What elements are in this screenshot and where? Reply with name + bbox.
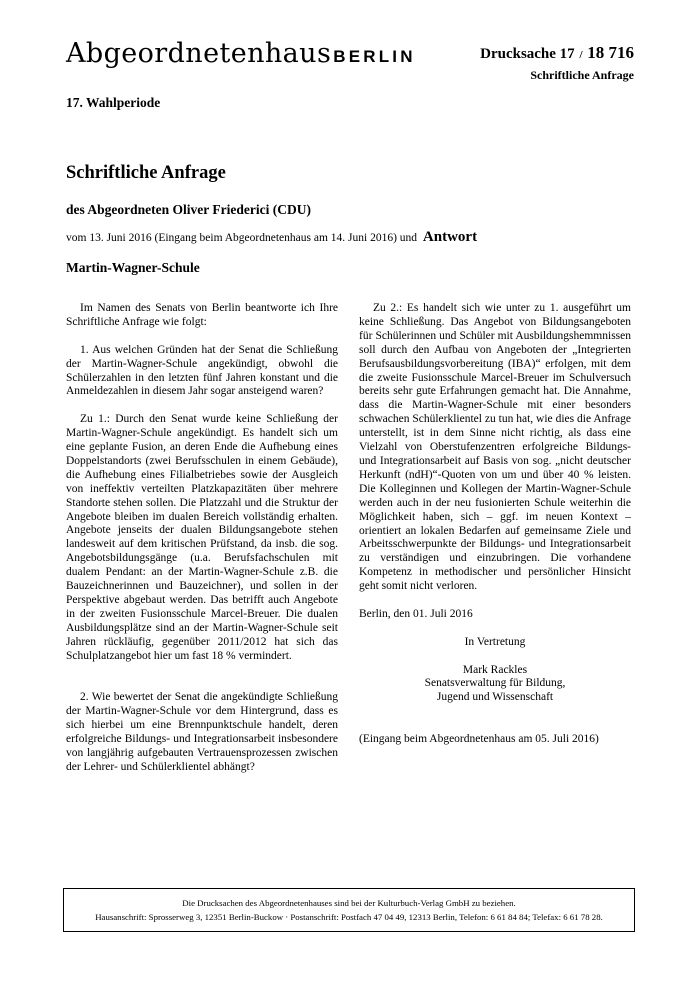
answer-1: Zu 1.: Durch den Senat wurde keine Schließung der Martin-Wagner-Schule angekündigt. Es handelt sich um eine geplante Fusion, an deren Ende die Aufhebung eines Doppelstandorts (zwei Berufsschulen in einem Gebäude), die Aufhebung eines Filialbetriebes sowie der Ausgleich von ineffektiv verteilten Platzkapazitäten über mehrere Standorte stehen sollen. Die Platzzahl und die Struktur der Angebote bleiben im dualen Bereich vollständig erhalten. Angebote jenseits der dualen Bildungsangebote stehen landesweit auf dem kritischen Prüfstand, da insb. die sog. Angebotsbildungsgänge (u.a. Berufsfachschulen mit dualem Pendant: an der Martin-Wagner-Schule z.B. die Bauzeichnerinnen und Bauzeichner), und sollen in der Perspektive abgebaut werden. Das betrifft auch Angebote in der zweiten Fusionsschule Marcel-Breuer. Die dualen Ausbildungsplätze sind an der Martin-Wagner-Schule seit Jahren rückläufig, gegenüber 2011/2012 hat sich das Schulplatzangebot hier um fast 18 % vermindert. [66, 413, 338, 662]
inquiry-dates [66, 229, 477, 246]
receipt-note: (Eingang beim Abgeordnetenhaus am 05. Juli 2016) [359, 733, 599, 746]
footer-line-2: Hausanschrift: Sprosserweg 3, 12351 Berlin-Buckow · Postanschrift: Postfach 47 04 49, 12313 Berlin, Telefon: 6 61 84 84; Telefax: 6 61 78 28. [95, 912, 603, 922]
document-number [480, 43, 634, 63]
document-number-slash: / [579, 49, 583, 61]
logo-wordmark: Abgeordnetenhaus [66, 38, 332, 69]
place-date: Berlin, den 01. Juli 2016 [359, 607, 473, 620]
footer-info-box [63, 888, 635, 932]
left-column [66, 302, 338, 789]
document-type: Schriftliche Anfrage [530, 68, 634, 82]
on-behalf: In Vertretung [464, 635, 526, 648]
signer-name: Mark Rackles [462, 663, 528, 676]
document-title: Schriftliche Anfrage [66, 163, 226, 183]
inquiry-author: des Abgeordneten Oliver Friederici (CDU) [66, 202, 311, 217]
answer-2: Zu 2.: Es handelt sich wie unter zu 1. ausgeführt um keine Schließung. Das Angebot von Bildungsangeboten für Schülerinnen und Schüler mit Ausbildungshemmnissen soll durch den Aufbau von Angeboten der „Integrierten Berufsausbildungsvorbereitung (IBA)“ erfolgen, mit dem die zweite Fusionsschule Marcel-Breuer im Schulversuch bereits sehr gute Erfahrungen gemacht hat. Die Annahme, dass die Martin-Wagner-Schule mit einer besonders schwachen Schülerklientel zu tun hat, wie dies die Anfrage unterstellt, ist in dem Sinne nicht richtig, als dass eine Vielzahl von Oberstufenzentren erfolgreiche Bildungs- und Integrationsarbeit auf Basis von sog. „nicht deutscher Herkunft (ndH)“-Quoten von um und über 40 % leisten. Die Kolleginnen und Kollegen der Martin-Wagner-Schule werden auch in der neu fusionierten Schule weiterhin die Möglichkeit haben, sich – ggf. im neuen Kontext – orientiert an lokalen Bedarfen auf gemeinsame Ziele und Arbeitsschwerpunkte der Bildungs- und Integrationsarbeit zu verständigen und einzubringen. Die vorhandene Kompetenz in methodischer und persönlicher Hinsicht geht somit nicht verloren. [359, 302, 631, 593]
legislative-period: 17. Wahlperiode [66, 95, 161, 110]
signature-block [359, 636, 631, 706]
inquiry-dates-text: vom 13. Juni 2016 (Eingang beim Abgeordnetenhaus am 14. Juni 2016) und [66, 232, 418, 244]
document-number-value: 18 716 [587, 43, 634, 62]
intro-paragraph: Im Namen des Senats von Berlin beantworte ich Ihre Schriftliche Anfrage wie folgt: [66, 302, 338, 328]
question-2: 2. Wie bewertet der Senat die angekündigte Schließung der Martin-Wagner-Schule vor dem Hintergrund, dass es sich hierbei um eine Brennpunktschule handelt, deren erfolgreiche Bildungs- und Integrationsarbeit insbesondere von langjährig aufgebauten Vertrauensprozessen zwischen der Lehrer- und Schülerklientel abhängt? [66, 691, 338, 773]
inquiry-subject: Martin-Wagner-Schule [66, 260, 200, 275]
footer-line-1: Die Drucksachen des Abgeordnetenhauses sind bei der Kulturbuch-Verlag GmbH zu beziehen. [182, 898, 516, 908]
answer-label: Antwort [422, 229, 478, 245]
parliament-logo [66, 38, 416, 69]
signer-org-line-2: Jugend und Wissenschaft [436, 691, 554, 704]
question-1: 1. Aus welchen Gründen hat der Senat die Schließung der Martin-Wagner-Schule angekündigt, obwohl die Schülerzahlen in den letzten fünf Jahren konstant und die Anmeldezahlen in diesem Jahr sogar ansteigend waren? [66, 343, 338, 398]
right-column [359, 302, 631, 761]
signer-org-line-1: Senatsverwaltung für Bildung, [424, 677, 566, 690]
logo-city: BERLIN [333, 47, 416, 66]
document-number-prefix: Drucksache 17 [480, 46, 575, 62]
